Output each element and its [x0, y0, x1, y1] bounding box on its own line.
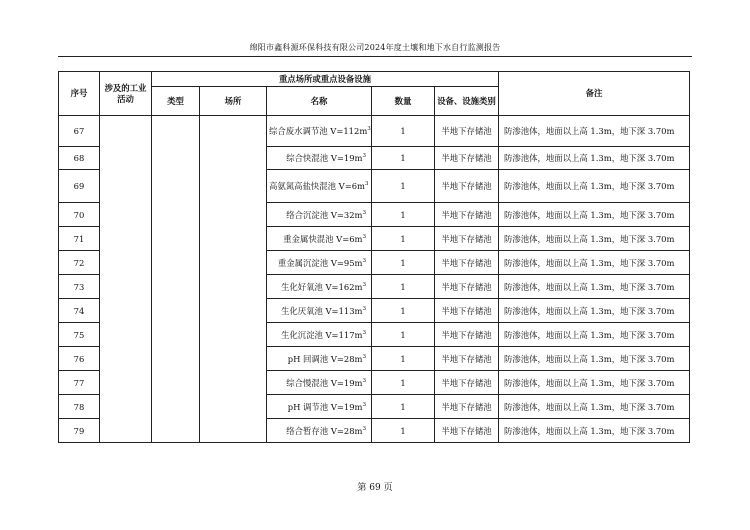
unit-exponent: 3: [362, 425, 366, 432]
unit-exponent: 3: [362, 209, 366, 216]
header-activity: 涉及的工业活动: [100, 72, 152, 116]
header-type: 类型: [152, 87, 200, 116]
facility-name: 综合慢混池 V=19m: [286, 377, 363, 388]
cell-quantity: 1: [372, 116, 435, 147]
cell-index: 77: [59, 371, 100, 395]
cell-quantity: 1: [372, 323, 435, 347]
cell-name: [267, 371, 372, 395]
cell-index: 76: [59, 347, 100, 371]
cell-name: [267, 323, 372, 347]
cell-index: 70: [59, 203, 100, 227]
facilities-table: [58, 71, 690, 443]
cell-remarks: 防渗池体，地面以上高 1.3m，地下深 3.70m: [499, 251, 690, 275]
cell-remarks: 防渗池体，地面以上高 1.3m，地下深 3.70m: [499, 116, 690, 147]
cell-remarks: 防渗池体，地面以上高 1.3m，地下深 3.70m: [499, 419, 690, 443]
cell-quantity: 1: [372, 147, 435, 170]
unit-exponent: 3: [362, 281, 366, 288]
cell-remarks: 防渗池体，地面以上高 1.3m，地下深 3.70m: [499, 275, 690, 299]
cell-name: [267, 299, 372, 323]
cell-category: 半地下存储池: [435, 395, 499, 419]
unit-exponent: 3: [362, 305, 366, 312]
header-remarks: 备注: [499, 72, 690, 116]
header-category: 设备、设施类别: [435, 87, 499, 116]
cell-remarks: 防渗池体，地面以上高 1.3m，地下深 3.70m: [499, 395, 690, 419]
facility-name: pH 回调池 V=28m: [287, 353, 363, 364]
facility-name: 高氨氮高盐快混池 V=6m: [269, 181, 365, 191]
cell-category: 半地下存储池: [435, 323, 499, 347]
facility-name: pH 调节池 V=19m: [287, 401, 363, 412]
facility-name: 重金属沉淀池 V=95m: [277, 257, 363, 268]
cell-quantity: 1: [372, 170, 435, 203]
unit-exponent: 3: [362, 329, 366, 336]
cell-quantity: 1: [372, 299, 435, 323]
table-row: [59, 116, 690, 147]
unit-exponent: 3: [362, 353, 366, 360]
facility-name: 络合沉淀池 V=32m: [286, 209, 363, 220]
cell-quantity: 1: [372, 419, 435, 443]
cell-index: 68: [59, 147, 100, 170]
cell-index: 72: [59, 251, 100, 275]
facility-name: 综合快混池 V=19m: [286, 153, 363, 163]
facility-name: 络合暂存池 V=28m: [286, 425, 363, 436]
table-body: [59, 116, 690, 443]
cell-index: 78: [59, 395, 100, 419]
header-index: 序号: [59, 72, 100, 116]
cell-index: 75: [59, 323, 100, 347]
cell-location: [200, 116, 267, 443]
cell-remarks: 防渗池体，地面以上高 1.3m，地下深 3.70m: [499, 170, 690, 203]
cell-category: 半地下存储池: [435, 203, 499, 227]
facility-name: 重金属快混池 V=6m: [283, 233, 363, 244]
unit-exponent: 3: [365, 181, 369, 188]
cell-remarks: 防渗池体，地面以上高 1.3m，地下深 3.70m: [499, 203, 690, 227]
cell-index: 67: [59, 116, 100, 147]
cell-category: 半地下存储池: [435, 116, 499, 147]
unit-exponent: 3: [362, 153, 366, 160]
cell-quantity: 1: [372, 203, 435, 227]
page-number: 第 69 页: [357, 483, 393, 493]
cell-name: [267, 419, 372, 443]
cell-remarks: 防渗池体，地面以上高 1.3m，地下深 3.70m: [499, 227, 690, 251]
cell-activity: [100, 116, 152, 443]
cell-category: 半地下存储池: [435, 170, 499, 203]
cell-remarks: 防渗池体，地面以上高 1.3m，地下深 3.70m: [499, 323, 690, 347]
unit-exponent: 3: [362, 233, 366, 240]
document-header: 绵阳市鑫科源环保科技有限公司2024年度土壤和地下水自行监测报告: [249, 43, 501, 52]
cell-name: [267, 116, 372, 147]
facility-name: 综合废水调节池 V=112m: [269, 126, 368, 136]
cell-quantity: 1: [372, 251, 435, 275]
header-location: 场所: [200, 87, 267, 116]
cell-category: 半地下存储池: [435, 299, 499, 323]
header-rule: [58, 56, 692, 57]
cell-index: 69: [59, 170, 100, 203]
header-group: 重点场所或重点设备设施: [152, 72, 499, 87]
cell-category: 半地下存储池: [435, 251, 499, 275]
cell-quantity: 1: [372, 347, 435, 371]
cell-remarks: 防渗池体，地面以上高 1.3m，地下深 3.70m: [499, 371, 690, 395]
cell-category: 半地下存储池: [435, 419, 499, 443]
facility-name: 生化好氧池 V=162m: [280, 281, 363, 292]
cell-category: 半地下存储池: [435, 147, 499, 170]
cell-remarks: 防渗池体，地面以上高 1.3m，地下深 3.70m: [499, 299, 690, 323]
facility-name: 生化厌氧池 V=113m: [280, 305, 363, 316]
unit-exponent: 3: [367, 126, 371, 133]
cell-category: 半地下存储池: [435, 275, 499, 299]
cell-category: 半地下存储池: [435, 371, 499, 395]
cell-type: [152, 116, 200, 443]
cell-name: [267, 170, 372, 203]
cell-index: 71: [59, 227, 100, 251]
cell-index: 74: [59, 299, 100, 323]
cell-name: [267, 395, 372, 419]
cell-name: [267, 203, 372, 227]
cell-quantity: 1: [372, 395, 435, 419]
cell-name: [267, 227, 372, 251]
cell-quantity: 1: [372, 275, 435, 299]
unit-exponent: 3: [362, 257, 366, 264]
cell-index: 79: [59, 419, 100, 443]
cell-category: 半地下存储池: [435, 347, 499, 371]
cell-remarks: 防渗池体，地面以上高 1.3m，地下深 3.70m: [499, 147, 690, 170]
header-quantity: 数量: [372, 87, 435, 116]
cell-quantity: 1: [372, 371, 435, 395]
unit-exponent: 3: [362, 377, 366, 384]
cell-remarks: 防渗池体，地面以上高 1.3m，地下深 3.70m: [499, 347, 690, 371]
cell-index: 73: [59, 275, 100, 299]
unit-exponent: 3: [362, 401, 366, 408]
cell-name: [267, 275, 372, 299]
cell-category: 半地下存储池: [435, 227, 499, 251]
header-name: 名称: [267, 87, 372, 116]
cell-name: [267, 347, 372, 371]
cell-name: [267, 147, 372, 170]
facility-name: 生化沉淀池 V=117m: [280, 329, 363, 340]
cell-name: [267, 251, 372, 275]
cell-quantity: 1: [372, 227, 435, 251]
